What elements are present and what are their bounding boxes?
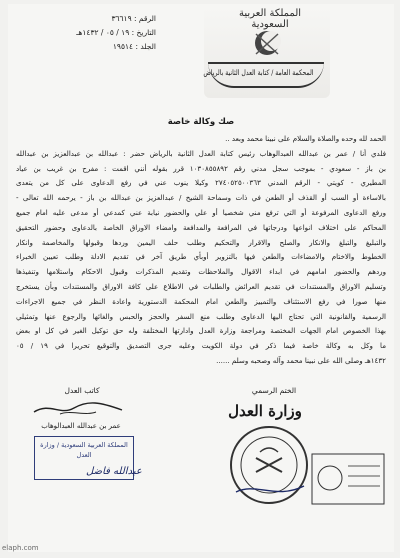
clerk-title: كاتب العدل [64, 386, 100, 395]
body-line: وتسليم الاوراق والمستندات في تقديم العرائض والطلبات في الاطلاع على كافة الاوراق والمستندات وبأن يستخرج [16, 282, 386, 291]
document-sheet [8, 4, 394, 552]
header-fields [70, 12, 156, 54]
official-seal-icon [226, 422, 312, 508]
body-line: بهذا الخصوص امام الجهات المختصة ومراجعة وزارة العدل وادارتها المختلفة وله حق توكيل الغير في كل او بعض [16, 326, 386, 336]
seal-title: الختم الرسمي [251, 386, 297, 395]
ministry-emblem [204, 6, 330, 98]
document-title: صك وكالة خاصة [167, 117, 235, 127]
body-line: ورفع الدعاوى المرفوعة أو التي ترفع مني شخصيا أو علي والحضور نيابة عني كمدعي أو مدعى عليه امام جميع [16, 208, 386, 217]
body-line: ١٤٣٢هـ وصلى الله على نبينا محمد وآله وصحبه وسلم ...... [216, 356, 386, 365]
body-line: بن باز - سعودي - بموجب سجل مدني رقم ١٠٣٠٨٥٥٨٩٢ قرر بقوله أنني اقمت : مفرح بن غريب بن عياد [16, 163, 386, 173]
blue-stamp-text: المملكة العربية السعودية / وزارة العدل [40, 441, 128, 459]
clerk-name: عمر بن عبدالله العبدالوهاب [41, 422, 121, 430]
body-line: الخطوط والاختام والامضاءات والطعن فيها بالتزوير أوبأي طريق آخر في تقديم الادلة وطلب تعيين الخبراء [16, 252, 386, 262]
body-line: المحاكم على اختلاف انواعها ودرجاتها في المرافعة والمدافعة وامضاء الاوراق الخاصة بالدعاوى وحضور التحقيق [16, 222, 386, 232]
date-field: التاريخ : ١٩ / ٠٥ / ١٤٣٢هـ [76, 28, 156, 37]
site-watermark: elaph.com [2, 544, 39, 552]
body-line: فلدي أنا / عمر بن عبدالله العبدالوهاب رئيس كتابة العدل الثانية بالرياض حضر : عبدالله بن عبدالعزيز بن عبدالله [16, 148, 386, 158]
ministry-name: وزارة العدل [228, 402, 302, 420]
clerk-signature [30, 400, 126, 418]
body-line: منها صورا في رفع الاستئناف والتمييز والطعن امام المحكمة الدستورية واعادة النظر في جميع الاجراءات [16, 296, 386, 306]
body-line: وردهم والحضور امامهم في ابداء الاقوال والملاحظات وتقديم المذكرات وقبول الاحكام واستلامها وتنفيذها [16, 267, 386, 277]
body-line: الحمد لله وحده والصلاة والسلام على نبينا محمد وبعد .. [225, 134, 386, 143]
emblem-top-text: المملكة العربية السعودية [238, 8, 302, 30]
body-line: بالاساءة أو السب أو القذف أو الطعن في ذات وسماحة الشيخ / عبدالعزيز بن عبدالله بن باز - يرحمه الله تعالى - [16, 193, 386, 203]
revenue-stamp-icon [308, 448, 388, 508]
body-line: والتبليغ والتبلغ والانكار والصلح والاقرار والتحكيم وطلب حلف اليمين وردها وقبولها والمخاصمة وانكار [16, 237, 386, 247]
body-line: الرسمية والقانونية التي تحتاج اليها الدعاوى وطلب منع السفر والحجز والحبس والغائها والرجوع عنها وتمثيلي [16, 311, 386, 321]
crescent-icon [252, 28, 282, 58]
volume-field: الجلد : ١٩٥١٤ [112, 42, 156, 51]
emblem-banner [203, 62, 324, 88]
number-field: الرقم : ٣٦٦١٩ [111, 14, 156, 23]
emblem-banner-text: المحكمة العامة / كتابة العدل الثانية بالرياض [203, 68, 314, 77]
body-line: ما وكل به وكالة خاصة فيما ذكر في دولة الكويت وعليه جرى التصديق والتوقيع تحريرا في ١٩ / ٠٥ [16, 341, 386, 351]
body-line: المطيري - كويتي - الرقم المدني ٢٧٤٠٥٢٥٠٠٣٦٣ وكيلا ينوب عني في رفع الدعاوى على كل من يتعدى [16, 178, 386, 188]
stamp-handwriting: عبدالله فاضل [86, 466, 142, 477]
